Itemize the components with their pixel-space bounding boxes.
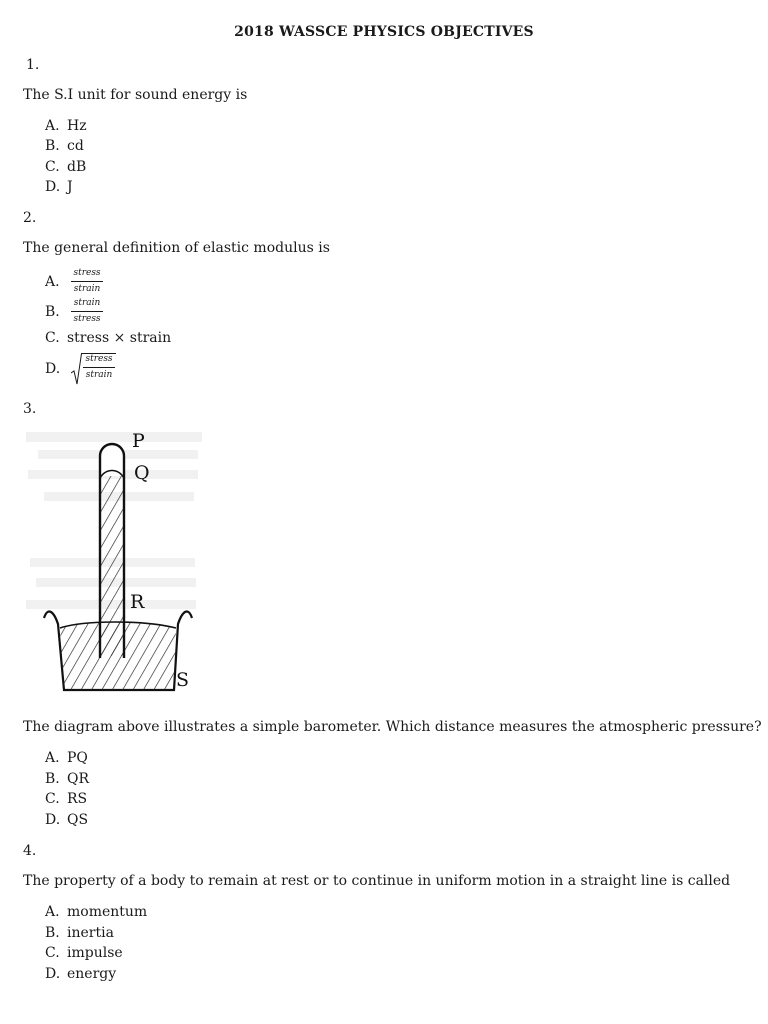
option-item — [45, 118, 87, 134]
option-letter: B. — [45, 138, 60, 154]
option-text: dB — [67, 159, 87, 175]
option-item — [45, 925, 114, 941]
option-text: Hz — [67, 118, 87, 134]
label-q: Q — [134, 462, 150, 484]
option-item — [45, 298, 103, 325]
option-text: QR — [67, 771, 90, 787]
question-number: 1. — [26, 57, 40, 73]
option-text: energy — [67, 966, 117, 982]
option-text: stress × strain — [67, 330, 172, 346]
option-letter: C. — [45, 791, 60, 807]
fraction — [71, 268, 102, 295]
fraction-denominator: stress — [73, 314, 101, 324]
fraction-numerator: stress — [83, 354, 114, 368]
option-item — [45, 904, 147, 920]
option-text: impulse — [67, 945, 123, 961]
option-letter: C. — [45, 159, 60, 175]
option-item — [45, 159, 86, 175]
option-letter: B. — [45, 771, 60, 787]
option-letter: C. — [45, 945, 60, 961]
option-letter: B. — [45, 303, 60, 320]
option-letter: D. — [45, 966, 61, 982]
option-letter: C. — [45, 330, 60, 346]
option-item — [45, 268, 103, 295]
option-letter: D. — [45, 812, 61, 828]
barometer-tube — [100, 438, 124, 658]
option-item — [45, 812, 88, 828]
barometer-diagram — [24, 428, 204, 698]
option-item — [45, 330, 171, 346]
option-item — [45, 791, 87, 807]
option-item — [45, 945, 123, 961]
question-number: 2. — [23, 210, 37, 226]
option-item — [45, 179, 73, 195]
option-letter: A. — [45, 904, 60, 920]
fraction — [71, 298, 102, 325]
option-letter: A. — [45, 750, 60, 766]
question-number: 3. — [23, 401, 37, 417]
page-title: 2018 WASSCE PHYSICS OBJECTIVES — [234, 24, 534, 40]
fraction-denominator: strain — [85, 370, 113, 380]
option-letter: B. — [45, 925, 60, 941]
option-text: J — [67, 179, 73, 195]
option-item — [45, 750, 88, 766]
option-text: RS — [67, 791, 88, 807]
question-number: 4. — [23, 843, 37, 859]
option-item — [45, 966, 116, 982]
label-r: R — [130, 591, 145, 613]
label-s: S — [176, 669, 190, 691]
question-stem: The property of a body to remain at rest or to continue in uniform motion in a straight line is called — [23, 873, 731, 889]
question-stem: The diagram above illustrates a simple barometer. Which distance measures the atmospheric pressure? — [23, 719, 762, 735]
option-text: inertia — [67, 925, 114, 941]
option-letter: A. — [45, 118, 60, 134]
label-p: P — [132, 430, 145, 452]
option-text: cd — [67, 138, 84, 154]
option-text: momentum — [67, 904, 148, 920]
option-item — [45, 353, 116, 385]
option-item — [45, 138, 84, 154]
option-text: QS — [67, 812, 89, 828]
square-root — [71, 353, 115, 385]
question-stem: The general definition of elastic modulus is — [23, 240, 330, 256]
option-letter: D. — [45, 179, 61, 195]
fraction-numerator: stress — [71, 268, 102, 282]
option-text: PQ — [67, 750, 88, 766]
option-item — [45, 771, 89, 787]
option-letter: A. — [45, 273, 60, 290]
fraction-denominator: strain — [73, 284, 101, 294]
fraction-numerator: strain — [71, 298, 102, 312]
radical-sign-icon — [71, 353, 82, 385]
radicand — [82, 353, 115, 385]
fraction — [83, 354, 114, 381]
option-letter: D. — [45, 361, 61, 377]
question-stem: The S.I unit for sound energy is — [23, 87, 248, 103]
